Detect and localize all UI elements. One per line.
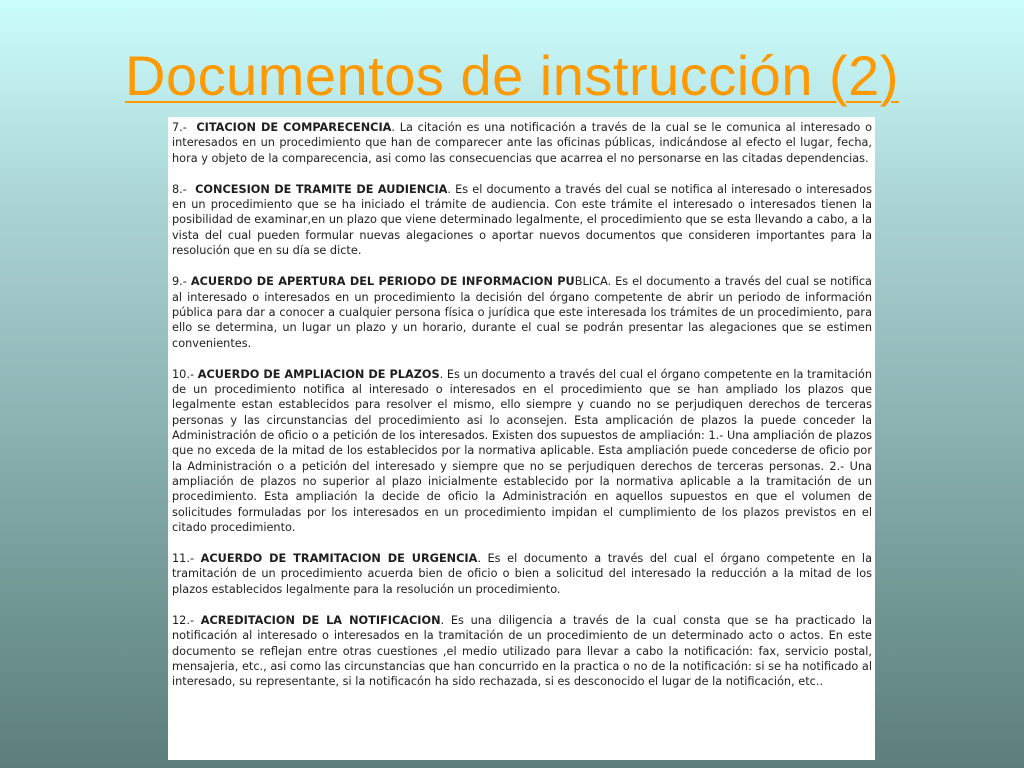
document-entry-7 (172, 120, 872, 166)
entry-heading: ACUERDO DE AMPLIACION DE PLAZOS (197, 367, 440, 381)
entry-heading: ACUERDO DE APERTURA DEL PERIODO DE INFORMACION PU (190, 275, 575, 289)
document-entry-11 (172, 551, 872, 597)
document-entry-9 (172, 274, 872, 350)
entry-number: 11.- (172, 552, 195, 566)
document-entry-12 (172, 613, 872, 689)
entry-text: . Es el documento a través del cual el órgano competente en la tramitación de un procedimiento acuerda bien de oficio o bien a solicitud del interesado la reducción a la mitad de los plazos establecidos legalmente para la resolución un procedimiento. (172, 552, 872, 596)
entry-heading: ACREDITACION DE LA NOTIFICACION (200, 614, 441, 628)
entry-heading: CITACION DE COMPARECENCIA (196, 121, 392, 134)
entry-text: . La citación es una notificación a través de la cual se le comunica al interesado o interesados en un procedimiento que han de comparecer ante las oficinas públicas, indicándose al efecto el lugar, fecha, hora y objeto de la comparecencia, asi como las consecuencias que acarrea el no personarse en las citadas dependencias. (172, 121, 872, 165)
entry-text: BLICA. Es el documento a través del cual se notifica al interesado o interesados en un procedimiento la decisión del órgano competente de abrir un periodo de información pública para dar a conocer a cualquier persona física o jurídica que este interesada los trámites de un procedimiento, para ello se determina, un lugar un plazo y un horario, durante el cual se podrán presentar las alegaciones que se estimen convenientes. (172, 275, 872, 350)
entry-number: 12.- (172, 614, 195, 628)
document-entry-8 (172, 182, 872, 258)
entry-heading: CONCESION DE TRAMITE DE AUDIENCIA (195, 182, 448, 196)
document-entry-10 (172, 367, 872, 535)
document-scan-panel (168, 117, 875, 760)
entry-text: . Es una diligencia a través de la cual consta que se ha practicado la notificación al interesado o interesados en la tramitación de un procedimiento de un determinado acto o actos. En este documento se reflejan entre otras cuestiones ,el medio utilizado para llevar a cabo la notificación: fax, servicio postal, mensajeria, etc., asi como las circunstancias que han concurrido en la practica o no de la notificación: si se ha notificado al interesado, su representante, si la notificacón ha sido rechazada, si es desconocido el lugar de la notificación, etc.. (172, 614, 873, 689)
entry-number: 7.- (172, 121, 187, 134)
entry-text: . Es un documento a través del cual el órgano competente en la tramitación de un procedimiento notifica al interesado o interesados en el procedimiento que se han ampliado los plazos que legalmente estan establecidos para resolver el mismo, ello siempre y cuando no se perjudiquen derechos de terceras personas y las circunstancias del procedimiento asi lo aconsejen. Esta amplicación de plazos la puede conceder la Administración de oficio o a petición de los interesados. Existen dos supuestos de ampliación: 1.- Una ampliación de plazos que no exceda de la mitad de los establecidos por la normativa aplicable. Esta ampliación puede concederse de oficio por la Administración o a petición del interesado y siempre que no se perjudiquen derechos de terceras personas. 2.- Una ampliación de plazos no superior al plazo inicialmente establecido por la normativa aplicable a la tramitación de un procedimiento. Esta ampliación la decide de oficio la Administración en aquellos supuestos en que el volumen de solicitudes formuladas por los interesados en un procedimiento impidan el cumplimiento de los plazos previstos en el citado procedimiento. (172, 367, 873, 534)
entry-heading: ACUERDO DE TRAMITACION DE URGENCIA (200, 552, 478, 566)
entry-text: . Es el documento a través del cual se notifica al interesado o interesados en un procedimiento que se ha iniciado el trámite de audiencia. Con este trámite el interesado o interesados tienen la posibilidad de examinar,en un plazo que viene determinado legalmente, el procedimiento que se esta llevando a cabo, a la vista del cual pueden formular nuevas alegaciones o aportar nuevos documentos que consideren importantes para la resolución que en su día se dicte. (172, 182, 873, 258)
entry-number: 8.- (172, 182, 187, 196)
entry-number: 9.- (172, 275, 187, 289)
entry-number: 10.- (172, 367, 195, 381)
slide-title: Documentos de instrucción (2) (125, 44, 899, 107)
